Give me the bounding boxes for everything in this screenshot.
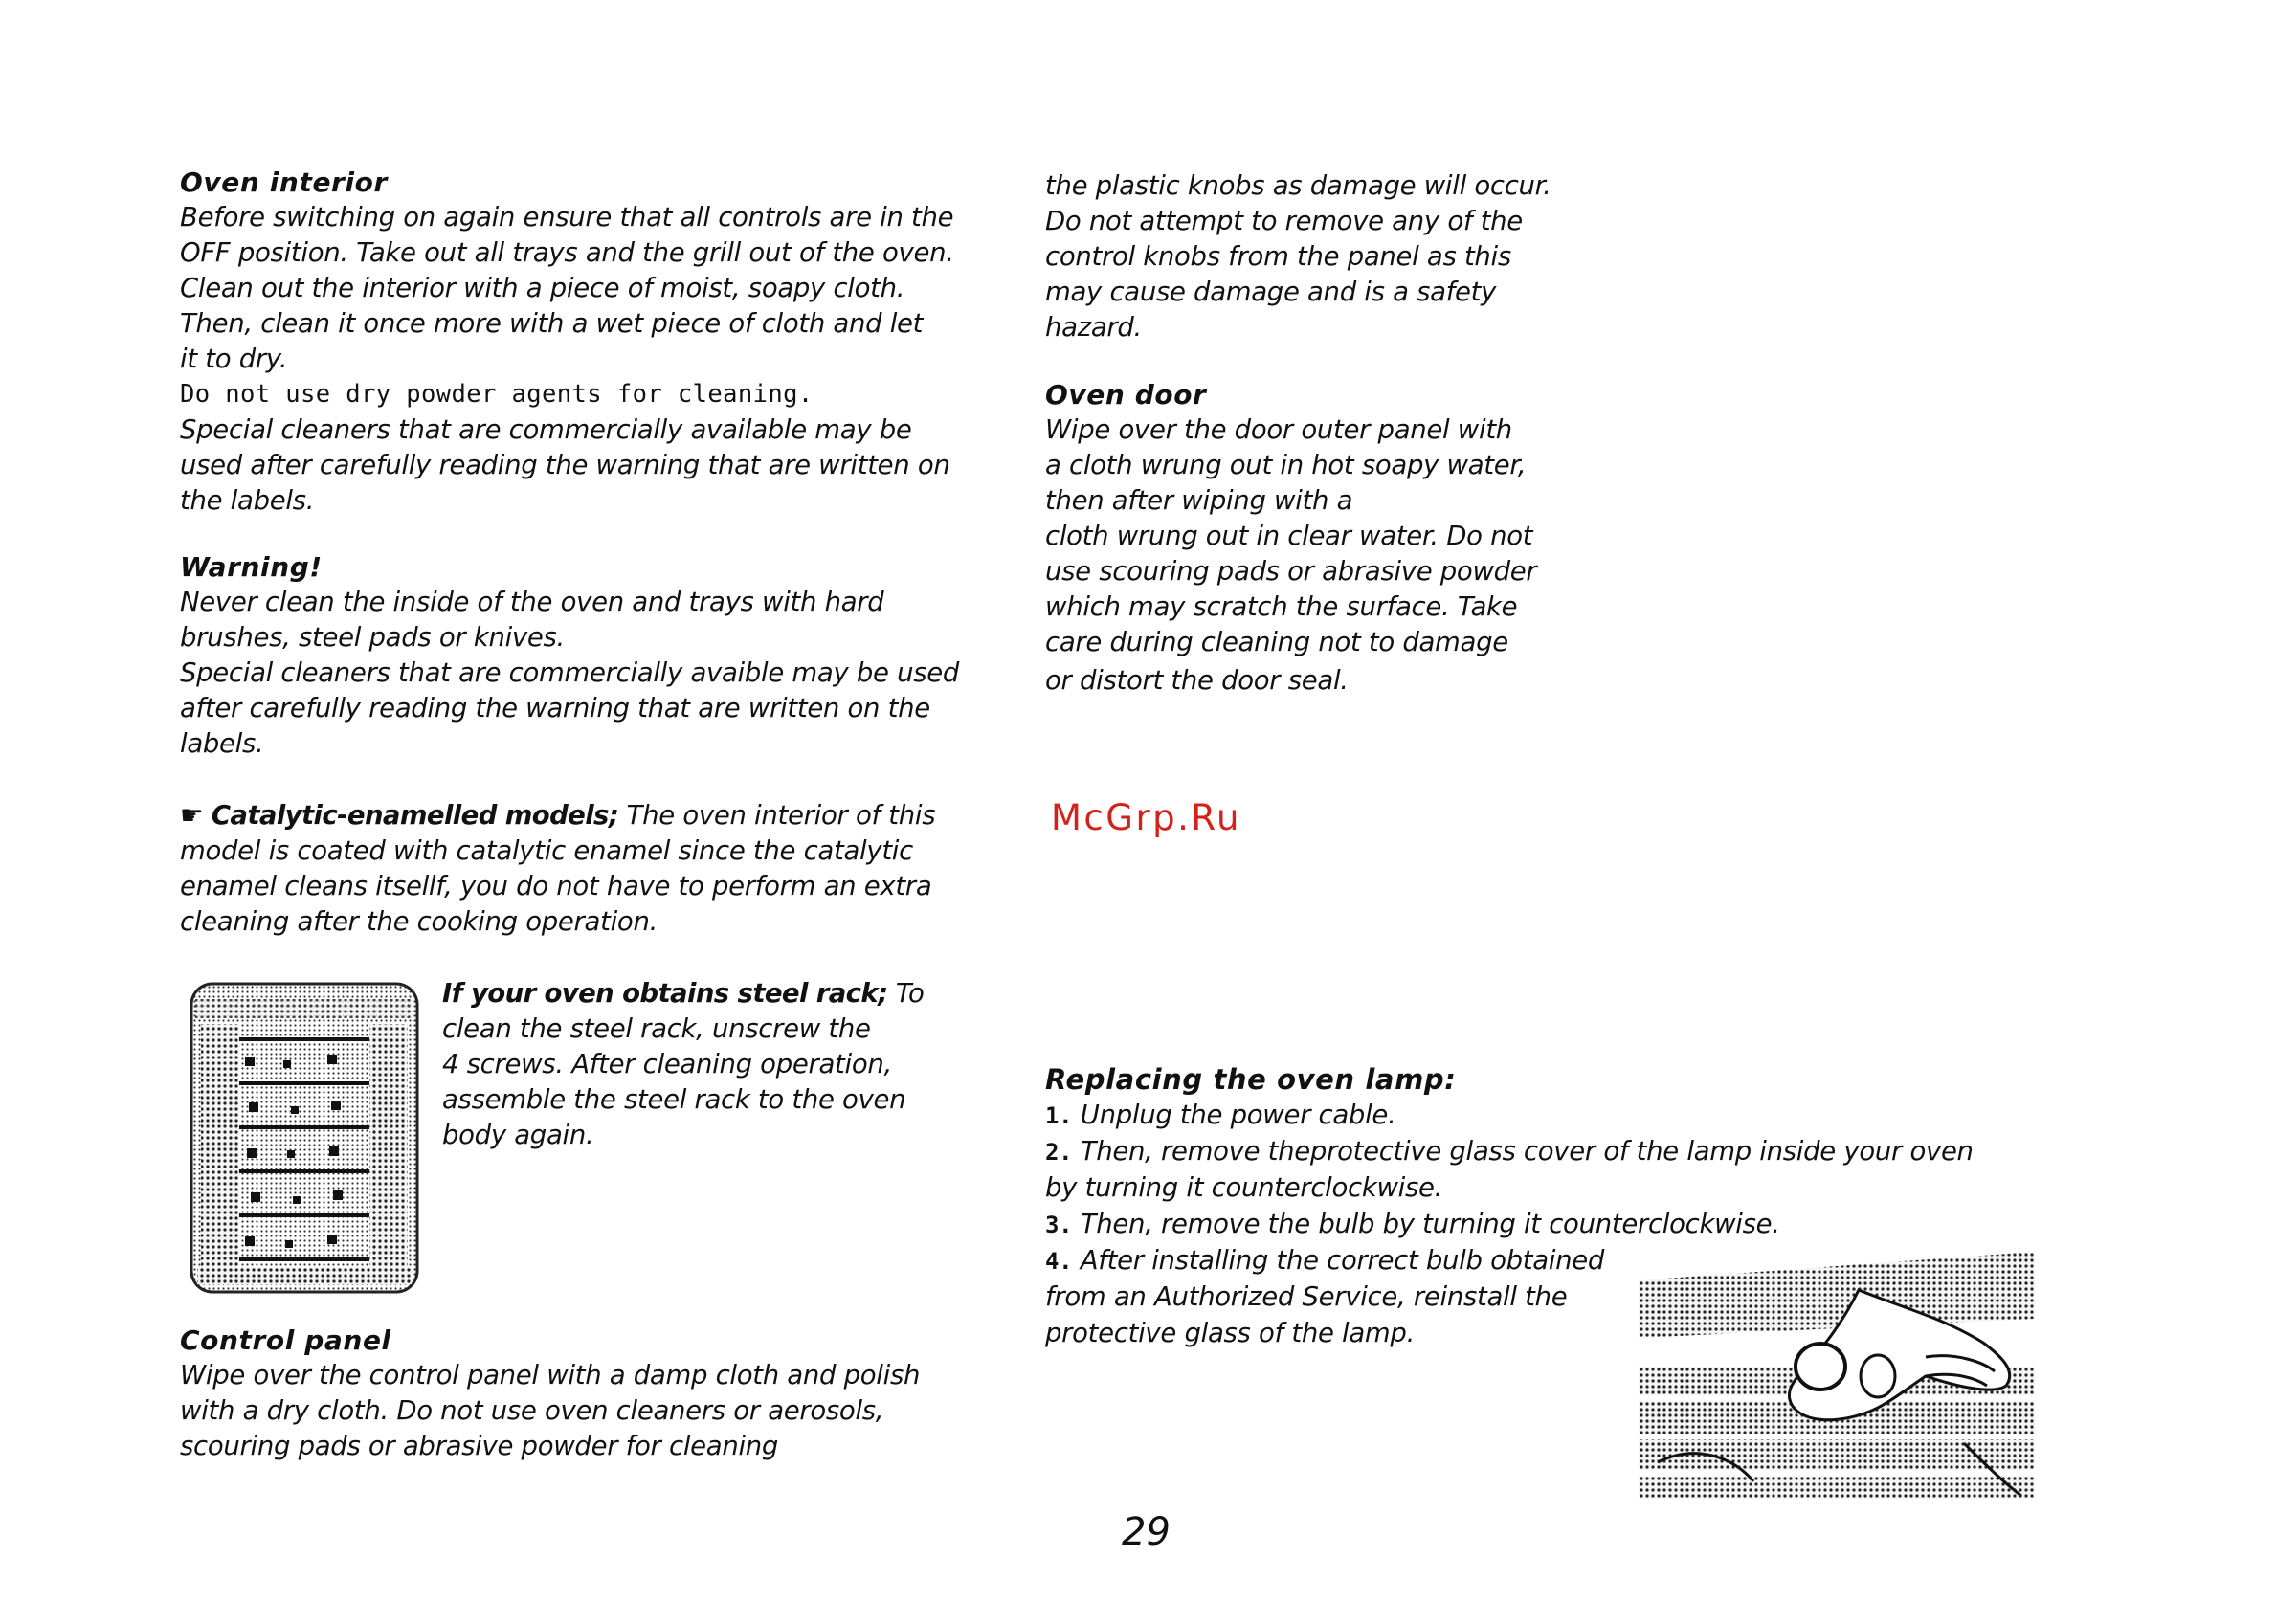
catalytic-first-line — [180, 798, 935, 834]
heading-warning: Warning! — [180, 551, 323, 583]
text-line: it to dry. — [180, 344, 288, 374]
section-oven-door — [1045, 377, 1536, 699]
watermark-link[interactable]: McGrp.Ru — [1051, 797, 1241, 838]
text-line: may cause damage and is a safety — [1045, 277, 1497, 307]
step-number: 3. — [1045, 1212, 1073, 1238]
text-line: enamel cleans itsellf, you do not have to perform an extra — [180, 871, 932, 901]
text-line: with a dry cloth. Do not use oven cleaners or aerosols, — [180, 1395, 884, 1426]
step-text: by turning it counterclockwise. — [1045, 1172, 1443, 1203]
catalytic-first-rest: The oven interior of this — [618, 800, 936, 831]
text-line: model is coated with catalytic enamel since the catalytic — [180, 835, 913, 866]
no-dry-powder-note: Do not use dry powder agents for cleaning. — [180, 380, 814, 409]
section-control-panel-continued — [1045, 168, 1551, 345]
text-line: Clean out the interior with a piece of moist, soapy cloth. — [180, 273, 905, 303]
text-line: 4 screws. After cleaning operation, — [442, 1049, 892, 1079]
text-line: which may scratch the surface. Take — [1045, 591, 1518, 622]
text-line: assemble the steel rack to the oven — [442, 1084, 906, 1115]
text-line: brushes, steel pads or knives. — [180, 622, 565, 653]
text-line: Wipe over the door outer panel with — [1045, 414, 1512, 445]
step-text: Then, remove the bulb by turning it counterclockwise. — [1072, 1209, 1780, 1239]
text-line: Do not attempt to remove any of the — [1045, 206, 1523, 236]
text-line: cleaning after the cooking operation. — [180, 906, 658, 937]
step-number: 1. — [1045, 1102, 1073, 1129]
section-oven-interior — [180, 165, 954, 519]
text-line: Never clean the inside of the oven and trays with hard — [180, 587, 884, 617]
steel-rack-first-rest: To — [887, 978, 925, 1009]
section-warning — [180, 549, 959, 762]
step-text: protective glass of the lamp. — [1045, 1318, 1416, 1348]
text-line: the plastic knobs as damage will occur. — [1045, 170, 1551, 201]
text-line: after carefully reading the warning that are written on the — [180, 693, 930, 723]
text-line: clean the steel rack, unscrew the — [442, 1013, 871, 1044]
steel-rack-lead: If your oven obtains steel rack; — [442, 978, 888, 1009]
section-steel-rack — [442, 976, 925, 1153]
text-line: used after carefully reading the warning that are written on — [180, 450, 950, 480]
text-line: OFF position. Take out all trays and the grill out of the oven. — [180, 237, 954, 268]
text-line: Special cleaners that are commercially avaible may be used — [180, 657, 960, 688]
text-line: control knobs from the panel as this — [1045, 241, 1511, 272]
lamp-step — [1045, 1098, 1974, 1134]
text-line: hazard. — [1045, 312, 1142, 343]
step-number: 4. — [1045, 1248, 1073, 1275]
steel-rack-first-line — [442, 976, 925, 1012]
text-line: body again. — [442, 1120, 594, 1150]
lamp-step — [1045, 1170, 1974, 1207]
text-line: Special cleaners that are commercially available may be — [180, 414, 912, 445]
lamp-step — [1045, 1207, 1974, 1243]
heading-replacing-lamp: Replacing the oven lamp: — [1045, 1063, 1457, 1096]
heading-oven-door: Oven door — [1045, 379, 1207, 411]
oven-lamp-illustration — [1639, 1252, 2035, 1499]
heading-control-panel: Control panel — [180, 1324, 391, 1356]
text-line: Before switching on again ensure that all controls are in the — [180, 202, 954, 233]
text-line: then after wiping with a — [1045, 485, 1353, 516]
text-line: scouring pads or abrasive powder for cleaning — [180, 1431, 779, 1461]
text-line: use scouring pads or abrasive powder — [1045, 556, 1537, 587]
step-text: After installing the correct bulb obtained — [1072, 1245, 1605, 1276]
step-text: Unplug the power cable. — [1072, 1100, 1396, 1130]
step-text: Then, remove theprotective glass cover of the lamp inside your oven — [1072, 1136, 1974, 1167]
page-number: 29 — [1122, 1510, 1171, 1554]
heading-oven-interior: Oven interior — [180, 167, 388, 198]
text-line: cloth wrung out in clear water. Do not — [1045, 521, 1533, 551]
text-line: Wipe over the control panel with a damp cloth and polish — [180, 1360, 921, 1390]
pointing-hand-icon: ☛ — [180, 800, 204, 831]
step-number: 2. — [1045, 1139, 1073, 1166]
text-line: Then, clean it once more with a wet piece of cloth and let — [180, 308, 924, 339]
lamp-step — [1045, 1134, 1974, 1170]
text-line: care during cleaning not to damage — [1045, 627, 1508, 657]
text-line: a cloth wrung out in hot soapy water, — [1045, 450, 1527, 480]
text-line: the labels. — [180, 485, 315, 516]
section-control-panel — [180, 1323, 920, 1464]
text-line: or distort the door seal. — [1045, 665, 1349, 696]
section-catalytic — [180, 798, 935, 940]
catalytic-lead: Catalytic-enamelled models; — [211, 800, 619, 831]
steel-rack-illustration — [188, 980, 421, 1296]
text-line: labels. — [180, 728, 264, 759]
step-text: from an Authorized Service, reinstall the — [1045, 1281, 1568, 1312]
